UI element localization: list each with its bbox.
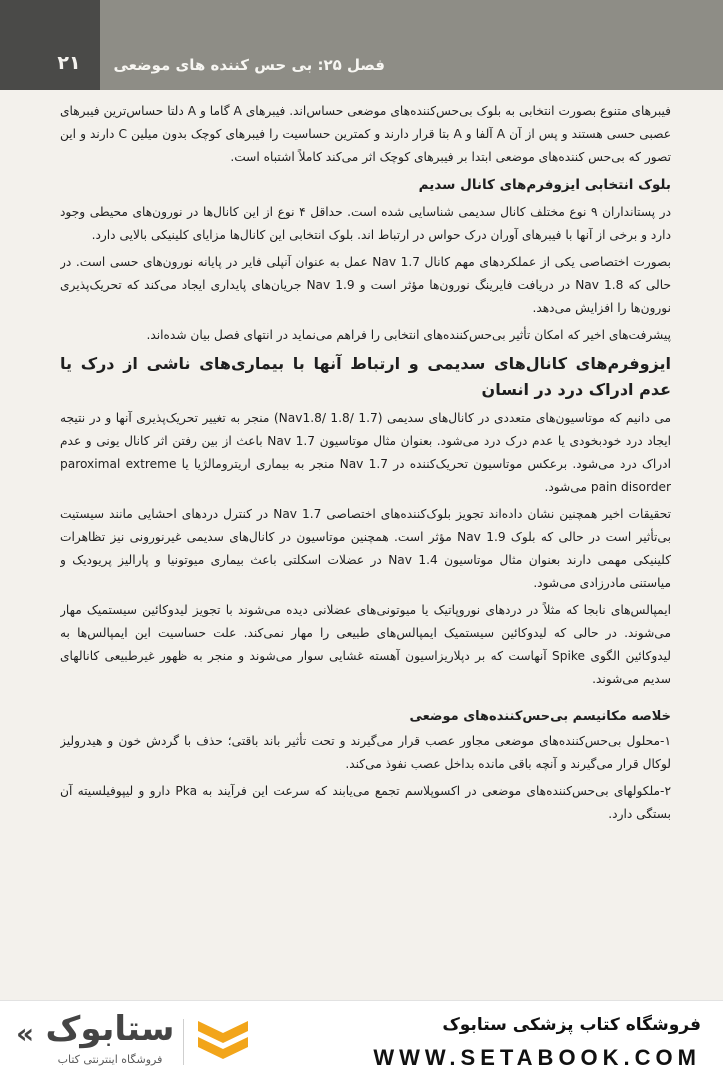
logo-divider <box>183 1019 184 1065</box>
page-body <box>60 100 671 995</box>
paragraph-sodium-channel-types: در پستانداران ۹ نوع مختلف کانال سدیمی شناسایی شده است. حداقل ۴ نوع از این کانال‌ها در نورون‌های محیطی وجود دارد و برخی از آنها با فیبرهای آوران درک حواس در ارتباط اند. بلوک انتخابی این کانال‌ها مزایای کلینیکی بالایی دارد. <box>60 205 671 242</box>
book-chevron-icon <box>196 1017 250 1065</box>
paragraph-recent-research: تحقیقات اخیر همچنین نشان داده‌اند تجویز بلوک‌کننده‌های اختصاصی Nav 1.7 در کنترل دردهای احشایی مانند سیستیت بی‌تأثیر است در حالی که بلوک Nav 1.9 مؤثر است. همچنین موتاسیون در کانال‌های سدیمی غیرنورونی نیز تظاهرات کلینیکی مهمی دارند بعنوان مثال موتاسیون Nav 1.4 در عضلات اسکلتی باعث بیماری میوتونیا و پارالیز پریودیک و میاستنی مادرزادی می‌شود. <box>60 507 671 590</box>
store-url[interactable]: WWW.SETABOOK.COM <box>373 1045 701 1070</box>
paragraph-step-1: ۱-محلول بی‌حس‌کننده‌های موضعی مجاور عصب قرار می‌گیرند و تحت تأثیر باند باقتی؛ حذف با گردش خون و هیدرولیز لوکال قرار می‌گیرند و آنچه باقی مانده بداخل عصب نفوذ می‌کند. <box>60 734 671 771</box>
heading-selective-block: بلوک انتخابی ایزوفرم‌های کانال سدیم <box>418 177 671 193</box>
store-banner <box>0 1000 723 1081</box>
paragraph-step-2: ۲-ملکولهای بی‌حس‌کننده‌های موضعی در اکسوپلاسم تجمع می‌یابند که سرعت این فرآیند به Pka دارو و لیپوفیلسیته آن بستگی دارد. <box>60 784 671 821</box>
page-number: ۲۱ <box>57 52 81 74</box>
chapter-title: فصل ۲۵: بی حس کننده های موضعی <box>113 56 385 74</box>
header-band <box>100 0 723 90</box>
paragraph-nav-functions: بصورت اختصاصی یکی از عملکردهای مهم کانال Nav 1.7 عمل به عنوان آنپلی فایر در پایانه نورون‌های حسی است. در حالی که Nav 1.8 در دریافت فایرینگ نورون‌ها مؤثر است و Nav 1.9 جریان‌های پایداری ایجاد می‌کند که تحریک‌پذیری نورون‌ها را افزایش می‌دهد. <box>60 255 671 315</box>
logo-tagline: فروشگاه اینترنتی کتاب <box>57 1053 163 1066</box>
paragraph-recent-advances: پیشرفت‌های اخیر که امکان تأثیر بی‌حس‌کننده‌های انتخابی را فراهم می‌نماید در انتهای فصل بیان شده‌اند. <box>146 328 671 342</box>
paragraph-mutations: می دانیم که موتاسیون‌های متعددی در کانال‌های سدیمی (Nav1.8/ 1.8/ 1.7) منجر به تغییر تحریک‌پذیری آنها و در نتیجه ایجاد درد خودبخودی یا عدم درک درد می‌شود. بعنوان مثال موتاسیون Nav 1.7 باعث از بین رفتن اثر کانال یونی و عدم ادراک درد می‌شود. برعکس موتاسیون تحریک‌کننده در Nav 1.7 منجر به بیماری اریترومالژیا یا paroximal extreme pain disorder می‌شود. <box>60 411 671 494</box>
heading-isoforms-diseases: ایزوفرم‌های کانال‌های سدیمی و ارتباط آنها با بیماری‌های ناشی از درک یا عدم ادراک درد در انسان <box>60 354 671 399</box>
logo-wordmark: ستابوک <box>45 1009 175 1049</box>
heading-mechanism-summary: خلاصه مکانیسم بی‌حس‌کننده‌های موضعی <box>409 709 671 724</box>
paragraph-ectopic-impulses: ایمپالس‌های نابجا که مثلاً در دردهای نوروپاتیک یا میوتونی‌های عضلانی دیده می‌شوند با تجویز لیدوکائین سیستمیک مهار می‌شوند. در حالی که لیدوکائین سیستمیک ایمپالس‌های طبیعی را مهار نمی‌کند. علت حساسیت این ایمپالس‌ها به لیدوکائین الگوی Spike آنهاست که بر دپلاریزاسیون آهسته غشایی سوار می‌شوند و منجر به ظهور غیرطبیعی کانالهای سدیم می‌شوند. <box>60 603 671 686</box>
double-chevron-left-icon: « <box>16 1017 35 1050</box>
paragraph-fiber-sensitivity: فیبرهای متنوع بصورت انتخابی به بلوک بی‌حس‌کننده‌های موضعی حساس‌اند. فیبرهای A گاما و A دلتا حساس‌ترین فیبرهای عصبی حسی هستند و پس از آن A آلفا و A بتا قرار دارند و کمترین حساسیت را فیبرهای کوچک بدون میلین C دارند و این تصور که بی‌حس کننده‌های موضعی ابتدا بر فیبرهای کوچک اثر می‌کند کاملاً اشتباه است. <box>60 104 671 164</box>
page-header <box>0 0 723 90</box>
store-name: فروشگاه کتاب پزشکی ستابوک <box>442 1015 701 1035</box>
chevron-top-shape <box>198 1021 248 1043</box>
